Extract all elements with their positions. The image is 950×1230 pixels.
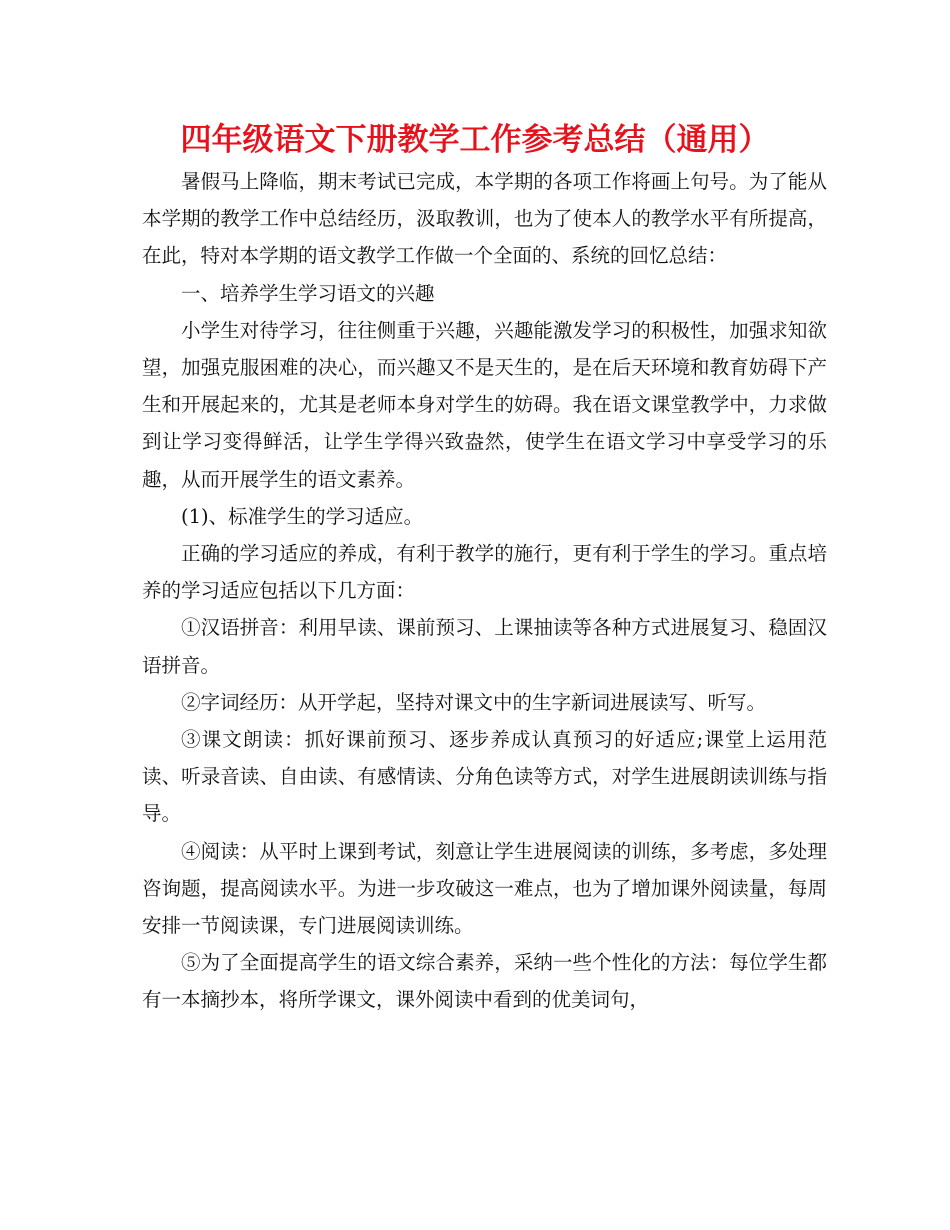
document-title: 四年级语文下册教学工作参考总结（通用） <box>180 122 770 158</box>
subsection-heading-habits: (1)、标准学生的学习适应。 <box>181 504 424 528</box>
paragraph-intro: 暑假马上降临，期末考试已完成，本学期的各项工作将画上句号。为了能从本学期的教学工作中总结经历，汲取教训，也为了使本人的教学水平有所提高，在此，特对本学期的语文教学工作做一个全面的、系统的回忆总结： <box>142 170 827 268</box>
list-item-methods: ⑤为了全面提高学生的语文综合素养，采纳一些个性化的方法：每位学生都有一本摘抄本，将所学课文，课外阅读中看到的优美词句， <box>142 951 827 1012</box>
list-item-pinyin: ①汉语拼音：利用早读、课前预习、上课抽读等各种方式进展复习、稳固汉语拼音。 <box>142 616 827 677</box>
paragraph-habits: 正确的学习适应的养成，有利于教学的施行，更有利于学生的学习。重点培养的学习适应包括以下几方面： <box>142 542 827 603</box>
paragraph-interest: 小学生对待学习，往往侧重于兴趣，兴趣能激发学习的积极性，加强求知欲望，加强克服困难的决心，而兴趣又不是天生的，是在后天环境和教育妨碍下产生和开展起来的，尤其是老师本身对学生的妨碍。我在语文课堂教学中，力求做到让学习变得鲜活，让学生学得兴致盎然，使学生在语文学习中享受学习的乐趣，从而开展学生的语文素养。 <box>142 318 827 491</box>
list-item-vocabulary: ②字词经历：从开学起，坚持对课文中的生字新词进展读写、听写。 <box>181 690 767 714</box>
document-body <box>142 163 827 1019</box>
list-item-reading: ④阅读：从平时上课到考试，刻意让学生进展阅读的训练，多考虑，多处理咨询题，提高阅读水平。为进一步攻破这一难点，也为了增加课外阅读量，每周安排一节阅读课，专门进展阅读训练。 <box>142 839 827 938</box>
list-item-reading-aloud: ③课文朗读：抓好课前预习、逐步养成认真预习的好适应;课堂上运用范读、听录音读、自由读、有感情读、分角色读等方式，对学生进展朗读训练与指导。 <box>142 728 827 826</box>
section-heading-interest: 一、培养学生学习语文的兴趣 <box>181 281 435 305</box>
